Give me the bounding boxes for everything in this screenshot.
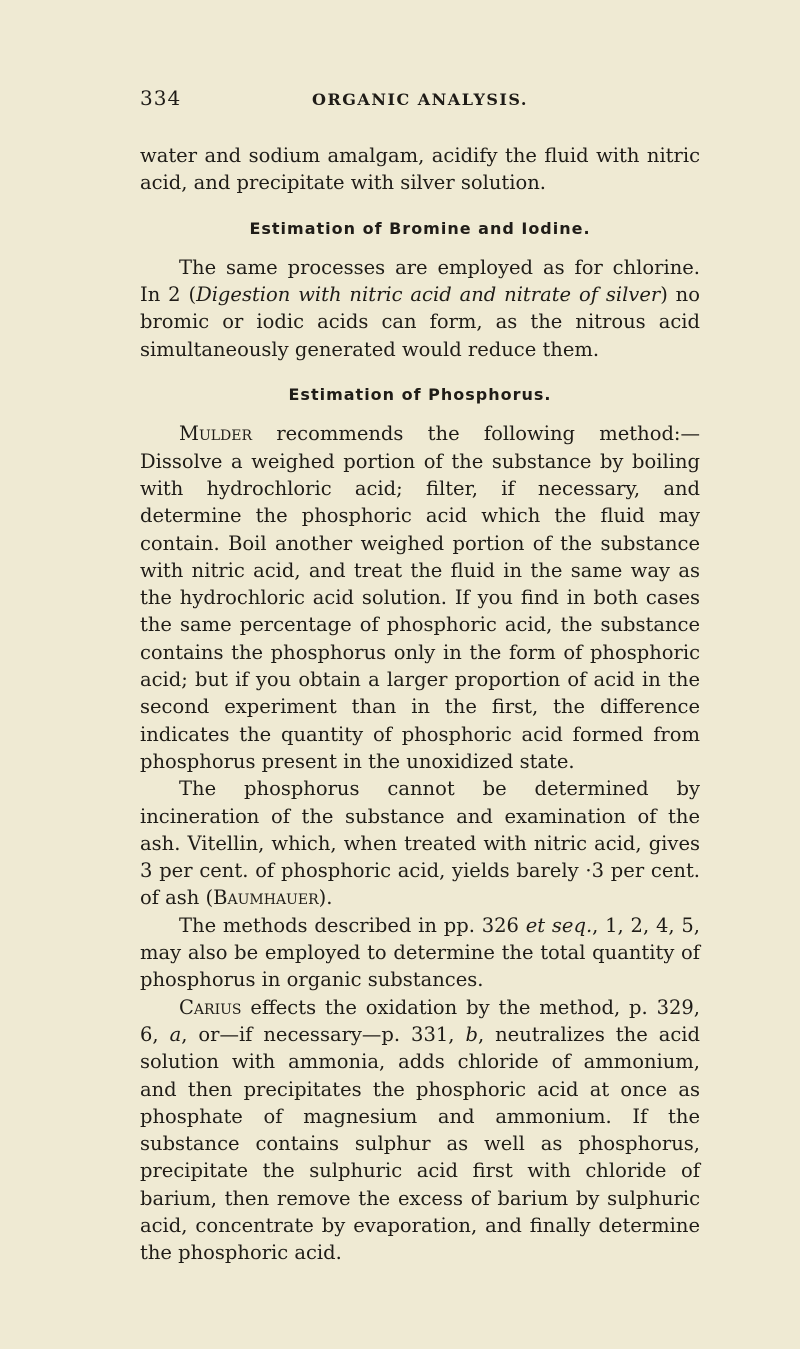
- text-run: The phosphorus cannot be determined by incineration of the substance and examination of the ash. Vitellin, which, when treated with nitric acid, gives 3 per cent. of phosphoric acid, yields barely ·3 per cent. of ash (: [140, 777, 700, 910]
- author-name: Baumhauer: [213, 886, 319, 910]
- paragraph-continuation: water and sodium amalgam, acidify the fluid with nitric acid, and precipitate with silver solution.: [140, 144, 700, 195]
- author-name: Carius: [179, 995, 242, 1019]
- paragraph-carius: [140, 994, 700, 1267]
- italic-run: et seq.: [525, 913, 593, 937]
- text-run: , or—if necessary—p. 331,: [181, 1022, 466, 1046]
- text-run: The same processes are employed as for chlorine. In 2 (: [140, 255, 700, 307]
- text-run: The methods described in pp. 326: [179, 913, 526, 937]
- page-number: 334: [140, 86, 182, 110]
- paragraph-mulder: [140, 420, 700, 775]
- paragraph-bromine-iodine: [140, 254, 700, 363]
- text-run: ) no bromic or iodic acids can form, as the nitrous acid simultaneously generated would reduce them.: [140, 283, 700, 361]
- body-text: [140, 142, 700, 1267]
- italic-run: a: [169, 1022, 182, 1046]
- italic-run: b: [465, 1022, 478, 1046]
- section-heading-bromine-iodine: Estimation of Bromine and Iodine.: [249, 218, 591, 238]
- section-heading-phosphorus: Estimation of Phosphorus.: [288, 385, 552, 405]
- italic-run: Digestion with nitric acid and nitrate of silver: [196, 283, 661, 307]
- text-run: , 1, 2, 4, 5, may also be employed to determine the total quantity of phosphorus in organic substances.: [140, 913, 700, 992]
- paragraph-incineration: [140, 775, 700, 911]
- author-name: Mulder: [179, 422, 253, 446]
- text-run: recommends the following method:—Dissolve a weighed portion of the substance by boiling with hydrochloric acid; filter, if necessary, and determine the phosphoric acid which the fluid may contain. Boil another weighed portion of the substance with nitric acid, and treat the fluid in the same way as the hydrochloric acid solution. If you find in both cases the same percentage of phosphoric acid, the substance contains the phosphorus only in the form of phosphoric acid; but if you obtain a larger proportion of acid in the second experiment than in the first, the difference indicates the quantity of phosphoric acid formed from phosphorus present in the unoxidized state.: [140, 422, 700, 773]
- running-title: ORGANIC ANALYSIS.: [312, 90, 528, 109]
- text-run: ).: [318, 886, 333, 910]
- text-run: effects the oxidation by the method, p. 329, 6,: [140, 995, 700, 1046]
- text-run: , neutralizes the acid solution with ammonia, adds chloride of ammonium, and then precipitates the phosphoric acid at once as phosphate of magnesium and ammonium. If the substance contains sulphur as well as phosphorus, precipitate the sulphuric acid first with chloride of barium, then remove the excess of barium by sulphuric acid, concentrate by evaporation, and finally determine the phosphoric acid.: [140, 1022, 700, 1265]
- page-header: [140, 86, 700, 116]
- paragraph-methods: [140, 912, 700, 994]
